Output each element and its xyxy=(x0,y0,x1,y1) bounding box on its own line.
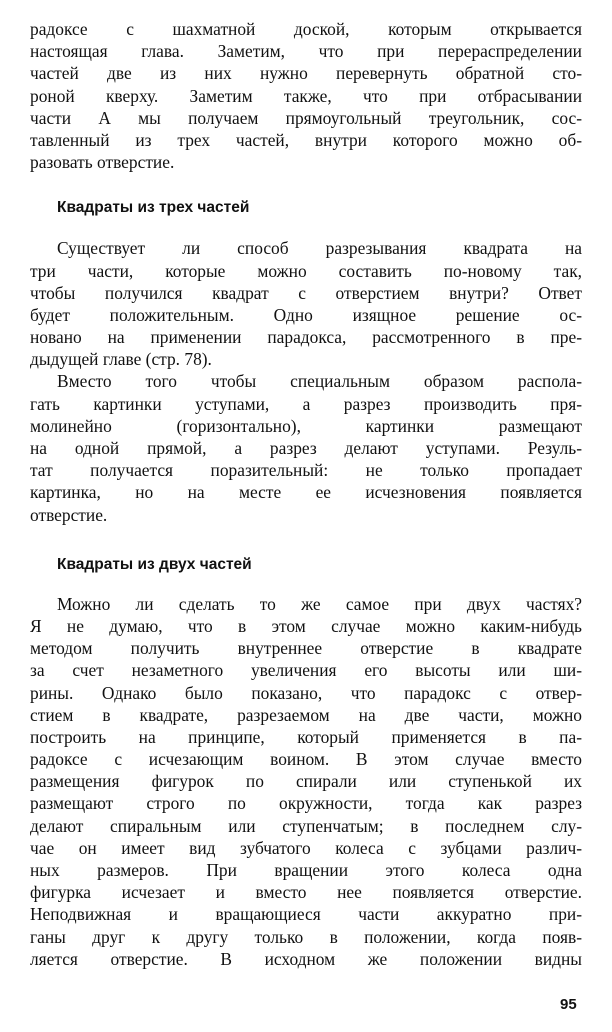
text-line: радоксе с шахматной доской, которым открывается xyxy=(30,19,582,39)
text-line: роной кверху. Заметим также, что при отбрасывании xyxy=(30,85,582,106)
section1-paragraph-1 xyxy=(30,237,582,370)
text-line: методом получить внутреннее отверстие в квадрате xyxy=(30,638,582,659)
page-number: 95 xyxy=(560,996,577,1013)
text-line: части А мы получаем прямоугольный треугольник, сос- xyxy=(30,107,582,128)
text-line: картинка, но на месте ее исчезновения появляется xyxy=(30,482,582,503)
text-line: Можно ли сделать то же самое при двух частях? xyxy=(57,593,582,614)
text-line: рины. Однако было показано, что парадокс с отвер- xyxy=(30,682,582,703)
text-line: Я не думаю, что в этом случае можно каким-нибудь xyxy=(30,615,582,636)
text-line: радоксе с исчезающим воином. В этом случае вместо xyxy=(30,749,582,770)
text-line: настоящая глава. Заметим, что при перераспределении xyxy=(30,41,582,62)
text-line: построить на принципе, который применяется в па- xyxy=(30,726,582,747)
section-heading-three-parts: Квадраты из трех частей xyxy=(57,199,250,217)
section1-paragraph-2 xyxy=(30,370,582,525)
text-line: стием в квадрате, разрезаемом на две части, можно xyxy=(30,704,582,725)
section-heading-two-parts: Квадраты из двух частей xyxy=(57,555,252,573)
text-line: чтобы получился квадрат с отверстием внутри? Ответ xyxy=(30,282,582,303)
text-line: три части, которые можно составить по-новому так, xyxy=(30,260,582,281)
text-line: разовать отверстие. xyxy=(30,152,175,173)
text-line: ляется отверстие. В исходном же положении видны xyxy=(30,948,582,969)
text-line: гать картинки уступами, а разрез производить пря- xyxy=(30,393,582,414)
text-line: Существует ли способ разрезывания квадрата на xyxy=(57,238,582,259)
text-line: на одной прямой, а разрез делают уступами. Резуль- xyxy=(30,438,582,458)
text-line: отверстие. xyxy=(30,504,108,525)
text-line: размещают строго по окружности, тогда как разрез xyxy=(30,793,582,814)
text-line: размещения фигурок по спирали или ступенькой их xyxy=(30,771,582,792)
text-line: ганы друг к другу только в положении, когда появ- xyxy=(30,926,582,947)
text-line: частей две из них нужно перевернуть обратной сто- xyxy=(30,63,582,84)
text-line: ных размеров. При вращении этого колеса одна xyxy=(30,860,582,880)
section2-paragraph xyxy=(30,593,582,970)
text-line: делают спиральным или ступенчатым; в последнем слу- xyxy=(30,815,582,836)
text-line: новано на применении парадокса, рассмотренного в пре- xyxy=(30,327,582,348)
intro-paragraph xyxy=(30,18,582,173)
text-line: тавленный из трех частей, внутри которого можно об- xyxy=(30,129,582,150)
text-line: Вместо того чтобы специальным образом распола- xyxy=(57,371,582,392)
text-line: фигурка исчезает и вместо нее появляется отверстие. xyxy=(30,882,582,903)
text-line: чае он имеет вид зубчатого колеса с зубцами различ- xyxy=(30,837,582,858)
text-line: дыдущей главе (стр. 78). xyxy=(30,349,212,370)
text-line: будет положительным. Одно изящное решение ос- xyxy=(30,304,582,325)
text-line: тат получается поразительный: не только пропадает xyxy=(30,460,582,481)
page-body xyxy=(30,18,582,970)
text-line: молинейно (горизонтально), картинки размещают xyxy=(30,415,582,436)
text-line: за счет незаметного увеличения его высоты или ши- xyxy=(30,660,582,681)
text-line: Неподвижная и вращающиеся части аккуратно при- xyxy=(30,904,582,925)
